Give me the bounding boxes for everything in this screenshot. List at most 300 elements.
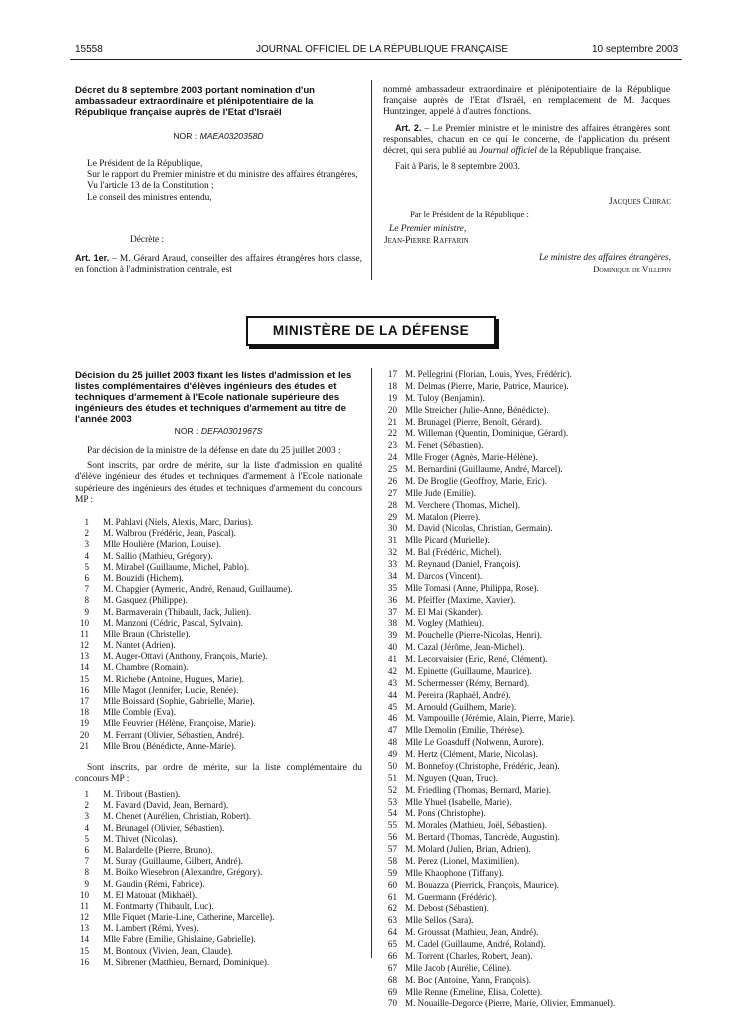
list-item-number: 7 <box>84 584 89 595</box>
list-item-number: 9 <box>84 606 89 617</box>
list-item <box>383 618 673 630</box>
minister-title: Le ministre des affaires étrangères, <box>538 253 671 263</box>
list-item-name: M. Torrent (Charles, Robert, Jean). <box>405 950 533 961</box>
decree-preamble <box>75 159 362 204</box>
list-item <box>383 998 673 1010</box>
list-item-name: M. Delmas (Pierre, Marie, Patrice, Maurice). <box>405 380 569 391</box>
list-item-number: 4 <box>84 822 89 833</box>
decision-nor-label: NOR : <box>174 426 199 436</box>
list-item-name: M. Fontmarty (Thibault, Luc). <box>103 900 214 911</box>
list-item-number: 4 <box>84 550 89 561</box>
list-item-number: 18 <box>387 380 397 391</box>
list-item-number: 55 <box>387 820 397 831</box>
list-item-number: 11 <box>80 900 89 911</box>
list-item-number: 30 <box>387 523 397 534</box>
list-item-number: 5 <box>84 833 89 844</box>
list-item-name: M. Hertz (Clément, Marie, Nicolas). <box>405 749 538 759</box>
list-item <box>383 488 673 500</box>
list-item-name: M. Bouazza (Pierrick, François, Maurice). <box>405 879 560 890</box>
list-item <box>75 528 362 539</box>
decree-p2: Sur le rapport du Premier ministre et du ministre des affaires étrangères, <box>87 170 358 181</box>
list-item-number: 57 <box>387 844 397 854</box>
list-item <box>383 725 673 737</box>
list-item <box>383 678 673 690</box>
list-item <box>75 718 362 729</box>
list-item <box>383 785 673 797</box>
list-item-number: 42 <box>387 665 397 676</box>
list-item <box>75 539 362 550</box>
list-item-name: M. Vogley (Mathieu). <box>405 618 484 629</box>
art2-text-b: de la République française. <box>539 146 642 157</box>
list-item-name: M. Cadel (Guillaume, André, Roland). <box>405 939 546 949</box>
list-item <box>75 741 362 752</box>
list-item-number: 35 <box>387 582 397 593</box>
list-item <box>75 662 362 673</box>
list-item-name: M. El Mai (Skander). <box>405 606 484 617</box>
list-item-name: Mlle Yhuel (Isabelle, Marie). <box>405 796 512 807</box>
list-item <box>383 476 673 488</box>
list-item-number: 3 <box>84 539 89 550</box>
list-item <box>383 547 673 559</box>
decision-intro-block <box>75 446 362 506</box>
list-item-name: M. Sibrener (Matthieu, Bernard, Dominique). <box>103 956 270 967</box>
list-item-number: 31 <box>387 535 397 546</box>
signer: Jacques Chirac <box>608 197 671 207</box>
decree-done: Fait à Paris, le 8 septembre 2003. <box>395 162 520 173</box>
list-item-number: 1 <box>84 789 89 799</box>
list-item <box>383 428 673 440</box>
list-item-name: M. Bonnefoy (Christophe, Frédéric, Jean). <box>405 760 560 771</box>
decree-decrete: Décrète : <box>130 235 165 245</box>
decree-art1 <box>75 253 362 276</box>
list-item <box>383 417 673 429</box>
page-number: 15558 <box>75 44 103 55</box>
journal-title: JOURNAL OFFICIEL DE LA RÉPUBLIQUE FRANÇAISE <box>256 44 509 55</box>
list-item-number: 8 <box>84 867 89 878</box>
list-item <box>383 915 673 927</box>
nor-label: NOR : <box>173 131 198 141</box>
list-item-name: Mlle Sellos (Sara). <box>405 915 474 926</box>
pm-title: Le Premier ministre, <box>389 224 467 234</box>
list-item-number: 11 <box>80 628 89 639</box>
decision-title: Décision du 25 juillet 2003 fixant les listes d'admission et les listes complémentaires d'élèves ingénieurs des études et techniques d'armement à l'Ecole nationale supérieure des ingénieurs des études et techniques d'armement au titre de l'année 2003 <box>75 370 352 425</box>
list-item-number: 45 <box>387 701 397 712</box>
list-item-name: M. Schermesser (Rémy, Bernard). <box>405 677 530 688</box>
list-item-number: 19 <box>387 392 397 403</box>
admission-intro: Sont inscrits, par ordre de mérite, sur la liste d'admission en qualité d'élève ingénieur des études et techniques d'armement à l'Ecole nationale supérieure des ingénieurs des études et techniques d'armement du concours MP : <box>75 461 362 505</box>
list-item <box>383 927 673 939</box>
complementary-intro <box>75 763 362 785</box>
list-item-name: M. Boc (Antoine, Yann, François). <box>405 974 532 985</box>
list-item-name: M. Manzoni (Cédric, Pascal, Sylvain). <box>103 617 243 628</box>
list-item-name: Mlle Khaophone (Tiffany). <box>405 867 504 878</box>
list-item <box>383 773 673 785</box>
list-item-name: M. Friedling (Thomas, Bernard, Marie). <box>405 784 551 795</box>
list-item-number: 21 <box>387 416 397 427</box>
list-item <box>75 607 362 618</box>
admission-list <box>75 517 362 752</box>
list-item-name: M. Tuloy (Benjamin). <box>405 392 485 403</box>
list-item-number: 33 <box>387 559 397 569</box>
list-item-name: Mlle Jacob (Aurélie, Céline). <box>405 962 512 973</box>
art1-text-left: – M. Gérard Araud, conseiller des affaires étrangères hors classe, en fonction à l'administration centrale, est <box>75 254 362 276</box>
list-item-name: M. Pereira (Raphaël, André). <box>405 689 511 700</box>
list-item <box>75 674 362 685</box>
list-item-number: 36 <box>387 594 397 605</box>
list-item-number: 23 <box>387 440 397 451</box>
list-item-number: 69 <box>387 986 397 997</box>
list-item-name: M. Reynaud (Daniel, François). <box>405 559 521 569</box>
list-item-name: M. Pouchelle (Pierre-Nicolas, Henri). <box>405 630 542 641</box>
list-item-number: 60 <box>387 879 397 890</box>
list-item-number: 63 <box>387 915 397 926</box>
list-item <box>383 939 673 951</box>
list-item <box>75 696 362 707</box>
list-item-number: 37 <box>387 606 397 617</box>
list-item-name: Mlle Braun (Christelle). <box>103 628 191 639</box>
list-item-number: 52 <box>387 784 397 795</box>
list-item <box>75 845 362 856</box>
list-item <box>383 951 673 963</box>
art1-label: Art. 1er. <box>75 253 110 263</box>
list-item <box>75 946 362 957</box>
list-item-number: 8 <box>84 595 89 606</box>
list-item <box>383 820 673 832</box>
list-item-name: Mlle Le Goasduff (Nolwenn, Aurore). <box>405 737 544 748</box>
minister-name: Dominique de Villepin <box>593 264 671 274</box>
list-item-name: M. Balardelle (Pierre, Bruno). <box>103 844 213 855</box>
list-item-name: Mlle Boissard (Sophie, Gabrielle, Marie). <box>103 696 255 706</box>
list-item <box>75 800 362 811</box>
list-item-number: 12 <box>79 912 89 923</box>
list-item-number: 44 <box>387 689 397 700</box>
list-item-name: Mlle Comble (Eva). <box>103 707 176 718</box>
list-item-number: 59 <box>387 867 397 878</box>
list-item <box>383 808 673 820</box>
list-item <box>383 832 673 844</box>
list-item-name: M. El Matouat (Mikhaël). <box>103 889 198 900</box>
list-item <box>75 707 362 718</box>
list-item-name: M. Perez (Lionel, Maximilien). <box>405 855 520 866</box>
list-item-name: M. Richebe (Antoine, Hugues, Marie). <box>103 673 244 684</box>
list-item <box>75 595 362 606</box>
list-item <box>75 912 362 923</box>
list-item <box>75 584 362 595</box>
list-item <box>75 890 362 901</box>
list-item <box>75 856 362 867</box>
list-item-name: M. Verchere (Thomas, Michel). <box>405 499 520 510</box>
list-item-number: 32 <box>387 547 397 558</box>
list-item-name: M. Barmaverain (Thibault, Jack, Julien). <box>103 606 251 617</box>
decree-p3: Vu l'article 13 de la Constitution ; <box>87 181 214 192</box>
list-item-number: 27 <box>387 487 397 498</box>
list-item <box>383 713 673 725</box>
list-item-number: 25 <box>387 464 397 474</box>
nor-code: MAEA0320358D <box>199 131 264 141</box>
list-item-name: M. Favard (David, Jean, Bernard). <box>103 800 229 811</box>
list-item <box>75 730 362 741</box>
list-item <box>383 559 673 571</box>
list-item-name: M. Ferrant (Olivier, Sébastien, André). <box>103 729 245 740</box>
list-item-name: M. Suray (Guillaume, Gilbert, André). <box>103 856 243 867</box>
list-item <box>75 651 362 662</box>
list-item-name: M. Nouaille-Degorce (Pierre, Marie, Olivier, Emmanuel). <box>405 998 616 1009</box>
list-item-name: M. Debost (Sébastien). <box>405 903 489 914</box>
list-item-number: 18 <box>79 707 89 718</box>
decision-nor <box>75 426 362 436</box>
list-item-name: M. Vampouille (Jérémie, Alain, Pierre, Marie). <box>405 713 576 724</box>
list-item-number: 58 <box>387 855 397 866</box>
list-item-number: 49 <box>387 749 397 759</box>
list-item-name: M. Epinette (Guillaume, Maurice). <box>405 665 532 676</box>
list-item-number: 5 <box>84 561 89 572</box>
list-item-number: 15 <box>79 673 89 684</box>
list-item-number: 21 <box>79 740 89 751</box>
list-item-name: M. Darcos (Vincent). <box>405 570 483 581</box>
list-item-number: 14 <box>79 662 89 673</box>
list-item <box>75 934 362 945</box>
list-item-name: M. Gaudin (Rémi, Fabrice). <box>103 878 205 889</box>
list-item <box>383 393 673 405</box>
list-item-number: 40 <box>387 642 397 653</box>
list-item-name: M. Fenet (Sébastien). <box>405 440 484 451</box>
list-item-number: 48 <box>387 737 397 748</box>
list-item <box>75 901 362 912</box>
list-item <box>75 823 362 834</box>
list-item-number: 19 <box>79 718 89 729</box>
complementary-intro-text: Sont inscrits, par ordre de mérite, sur la liste complémentaire du concours MP : <box>75 763 362 785</box>
list-item <box>75 517 362 528</box>
list-item-number: 38 <box>387 618 397 629</box>
list-item-name: M. De Broglie (Geoffroy, Marie, Eric). <box>405 475 547 486</box>
publication-date: 10 septembre 2003 <box>592 44 679 55</box>
decree-p1: Le Président de la République, <box>87 159 203 169</box>
list-item-name: M. Matalon (Pierre). <box>405 511 481 522</box>
list-item-number: 26 <box>387 475 397 486</box>
list-item <box>383 868 673 880</box>
list-item-name: M. Chapgier (Aymeric, André, Renaud, Guillaume). <box>103 584 293 595</box>
list-item-name: Mlle Feuvrier (Hélène, Françoise, Marie). <box>103 718 256 729</box>
list-item-number: 3 <box>84 811 89 822</box>
list-item-name: M. Cazal (Jérôme, Jean-Michel). <box>405 642 525 653</box>
list-item <box>383 464 673 476</box>
list-item-name: M. Pons (Christophe). <box>405 808 486 819</box>
list-item <box>75 640 362 651</box>
list-item <box>383 761 673 773</box>
list-item-number: 12 <box>79 640 89 651</box>
list-item-name: M. Arnould (Guilhem, Marie). <box>405 701 517 712</box>
by-president: Par le Président de la République : <box>410 209 529 219</box>
list-item <box>383 690 673 702</box>
list-item-number: 10 <box>79 617 89 628</box>
list-item-name: M. Pellegrini (Florian, Louis, Yves, Frédéric). <box>405 369 572 379</box>
list-item-name: Mlle Demolin (Emilie, Thérèse). <box>405 725 525 736</box>
list-item <box>383 856 673 868</box>
list-item <box>383 892 673 904</box>
list-item-name: Mlle Froger (Agnès, Marie-Hélène). <box>405 452 538 463</box>
list-item-number: 54 <box>387 808 397 819</box>
list-item <box>383 880 673 892</box>
list-item-number: 50 <box>387 760 397 771</box>
list-item <box>383 523 673 535</box>
list-item-name: Mlle Renne (Emeline, Elisa, Colette). <box>405 986 543 997</box>
list-item-name: M. David (Nicolas, Christian, Germain). <box>405 523 553 534</box>
list-item-number: 70 <box>387 998 397 1009</box>
list-item-number: 46 <box>387 713 397 724</box>
art2-label: Art. 2. <box>395 122 422 133</box>
list-item <box>383 369 673 381</box>
list-item-name: M. Bal (Frédéric, Michel). <box>405 547 502 558</box>
list-item-number: 29 <box>387 511 397 522</box>
list-item-number: 65 <box>387 939 397 949</box>
list-item <box>383 630 673 642</box>
decree-p4: Le conseil des ministres entendu, <box>87 192 212 203</box>
list-item-number: 24 <box>387 452 397 463</box>
list-item <box>383 607 673 619</box>
list-item-name: M. Tribout (Bastien). <box>103 789 181 799</box>
list-item-number: 1 <box>84 517 89 527</box>
column-divider-top <box>371 80 372 280</box>
list-item-number: 16 <box>79 956 89 967</box>
list-item-number: 17 <box>387 369 397 379</box>
list-item <box>75 867 362 878</box>
list-item-number: 14 <box>79 934 89 945</box>
list-item-number: 13 <box>79 651 89 662</box>
list-item-name: M. Bernardini (Guillaume, André, Marcel). <box>405 464 563 474</box>
list-item <box>383 844 673 856</box>
list-item-number: 9 <box>84 878 89 889</box>
art2-italic: Journal officiel <box>479 146 537 157</box>
list-item-name: M. Mirabel (Guillaume, Michel, Pablo). <box>103 561 249 572</box>
list-item <box>383 535 673 547</box>
list-item <box>383 595 673 607</box>
list-item <box>383 987 673 999</box>
list-item <box>383 749 673 761</box>
list-item-number: 20 <box>387 404 397 415</box>
list-item-name: M. Walbrou (Frédéric, Jean, Pascal). <box>103 528 236 539</box>
list-item-name: Mlle Tomasi (Anne, Philippa, Rose). <box>405 582 539 593</box>
list-item-number: 41 <box>387 654 397 664</box>
list-item-name: Mlle Fiquet (Marie-Line, Catherine, Marcelle). <box>103 912 275 923</box>
decree-art1-cont <box>383 85 670 173</box>
list-item <box>383 571 673 583</box>
list-item <box>75 834 362 845</box>
list-item <box>383 381 673 393</box>
list-item-number: 6 <box>84 572 89 583</box>
ministry-banner: MINISTÈRE DE LA DÉFENSE <box>246 316 496 346</box>
list-item-name: M. Nguyen (Quan, Truc). <box>405 772 498 783</box>
list-item <box>383 797 673 809</box>
list-item-name: M. Sallio (Mathieu, Grégory). <box>103 550 213 561</box>
list-item-number: 43 <box>387 677 397 688</box>
list-item-name: Mlle Magot (Jennifer, Lucie, Renée). <box>103 684 239 695</box>
decree-title: Décret du 8 septembre 2003 portant nomination d'un ambassadeur extraordinaire et plénipotentiaire de la République française auprès de l'Etat d'Israël <box>75 85 316 118</box>
decision-intro: Par décision de la ministre de la défense en date du 25 juillet 2003 : <box>87 446 341 456</box>
list-item-number: 68 <box>387 974 397 985</box>
list-item-number: 62 <box>387 903 397 914</box>
list-item <box>383 702 673 714</box>
list-item-number: 17 <box>79 696 89 706</box>
list-item <box>383 512 673 524</box>
list-item-name: M. Brunagel (Olivier, Sébastien). <box>103 822 225 833</box>
list-item <box>75 629 362 640</box>
list-item-number: 6 <box>84 844 89 855</box>
list-item <box>383 500 673 512</box>
list-item-name: M. Gasquez (Philippe). <box>103 595 188 606</box>
column-divider-bottom <box>371 368 372 958</box>
list-item <box>383 666 673 678</box>
list-item-number: 13 <box>79 923 89 934</box>
list-item-number: 20 <box>79 729 89 740</box>
art2-text-a: – Le Premier ministre et le ministre des affaires étrangères sont responsables, chacun en ce qui le concerne, de l'application du présent décret, qui sera publié au <box>383 123 671 157</box>
list-item <box>75 879 362 890</box>
list-item-name: M. Lambert (Rémi, Yves). <box>103 923 199 934</box>
list-item-name: M. Pahlavi (Niels, Alexis, Marc, Darius). <box>103 517 254 527</box>
list-item-name: M. Groussat (Mathieu, Jean, André). <box>405 927 539 938</box>
list-item-name: M. Molard (Julien, Brian, Adrien). <box>405 844 531 854</box>
list-item <box>75 573 362 584</box>
list-item-number: 66 <box>387 950 397 961</box>
complementary-list <box>75 789 362 968</box>
list-item-name: M. Auger-Ottavi (Anthony, François, Marie). <box>103 651 268 662</box>
list-item-name: M. Willeman (Quentin, Dominique, Gérard). <box>405 428 569 439</box>
list-item-name: Mlle Streicher (Julie-Anne, Bénédicte). <box>405 404 549 415</box>
list-item-name: M. Bontoux (Vivien, Jean, Claude). <box>103 945 233 956</box>
list-item-name: Mlle Houlière (Marion, Louise). <box>103 539 221 550</box>
list-item-name: M. Brunagel (Pierre, Benoît, Gérard). <box>405 416 542 427</box>
art1-text-right: nommé ambassadeur extraordinaire et plénipotentiaire de la République française auprès de l'Etat d'Israël, en remplacement de M. Jacques Huntzinger, appelé à d'autres fonctions. <box>383 85 670 118</box>
list-item-number: 16 <box>79 684 89 695</box>
list-item <box>383 975 673 987</box>
list-item-number: 47 <box>387 725 397 736</box>
list-item-number: 2 <box>84 528 89 539</box>
list-item-number: 15 <box>79 945 89 956</box>
list-item <box>75 618 362 629</box>
list-item-name: Mlle Jude (Emilie). <box>405 487 476 498</box>
list-item-name: M. Chenet (Aurélien, Christian, Robert). <box>103 811 251 822</box>
list-item <box>383 452 673 464</box>
list-item <box>383 963 673 975</box>
list-item <box>383 642 673 654</box>
list-item-number: 51 <box>387 772 397 783</box>
list-item <box>75 811 362 822</box>
list-item-number: 7 <box>84 856 89 867</box>
list-item-number: 39 <box>387 630 397 641</box>
list-item-number: 67 <box>387 962 397 973</box>
list-item-number: 64 <box>387 927 397 938</box>
pm-name: Jean-Pierre Raffarin <box>384 236 469 246</box>
list-item-name: M. Lecorvaisier (Eric, René, Clément). <box>405 654 548 664</box>
list-item-name: Mlle Fabre (Emilie, Ghislaine, Gabrielle). <box>103 934 256 945</box>
complementary-list-continued <box>383 369 673 1010</box>
list-item <box>383 654 673 666</box>
list-item-number: 61 <box>387 891 397 902</box>
header-rule <box>70 59 682 60</box>
decree-nor <box>75 131 362 141</box>
list-item-name: M. Chambre (Romain). <box>103 662 189 673</box>
list-item-number: 34 <box>387 570 397 581</box>
list-item-name: M. Bertard (Thomas, Tancrède, Augustin). <box>405 832 560 843</box>
list-item <box>383 405 673 417</box>
list-item-name: M. Morales (Mathieu, Joël, Sébastien). <box>405 820 547 831</box>
list-item <box>75 562 362 573</box>
list-item-number: 10 <box>79 889 89 900</box>
list-item-number: 22 <box>387 428 397 439</box>
list-item-number: 28 <box>387 499 397 510</box>
list-item-name: M. Thivet (Nicolas). <box>103 833 178 844</box>
list-item <box>75 957 362 968</box>
list-item <box>383 440 673 452</box>
